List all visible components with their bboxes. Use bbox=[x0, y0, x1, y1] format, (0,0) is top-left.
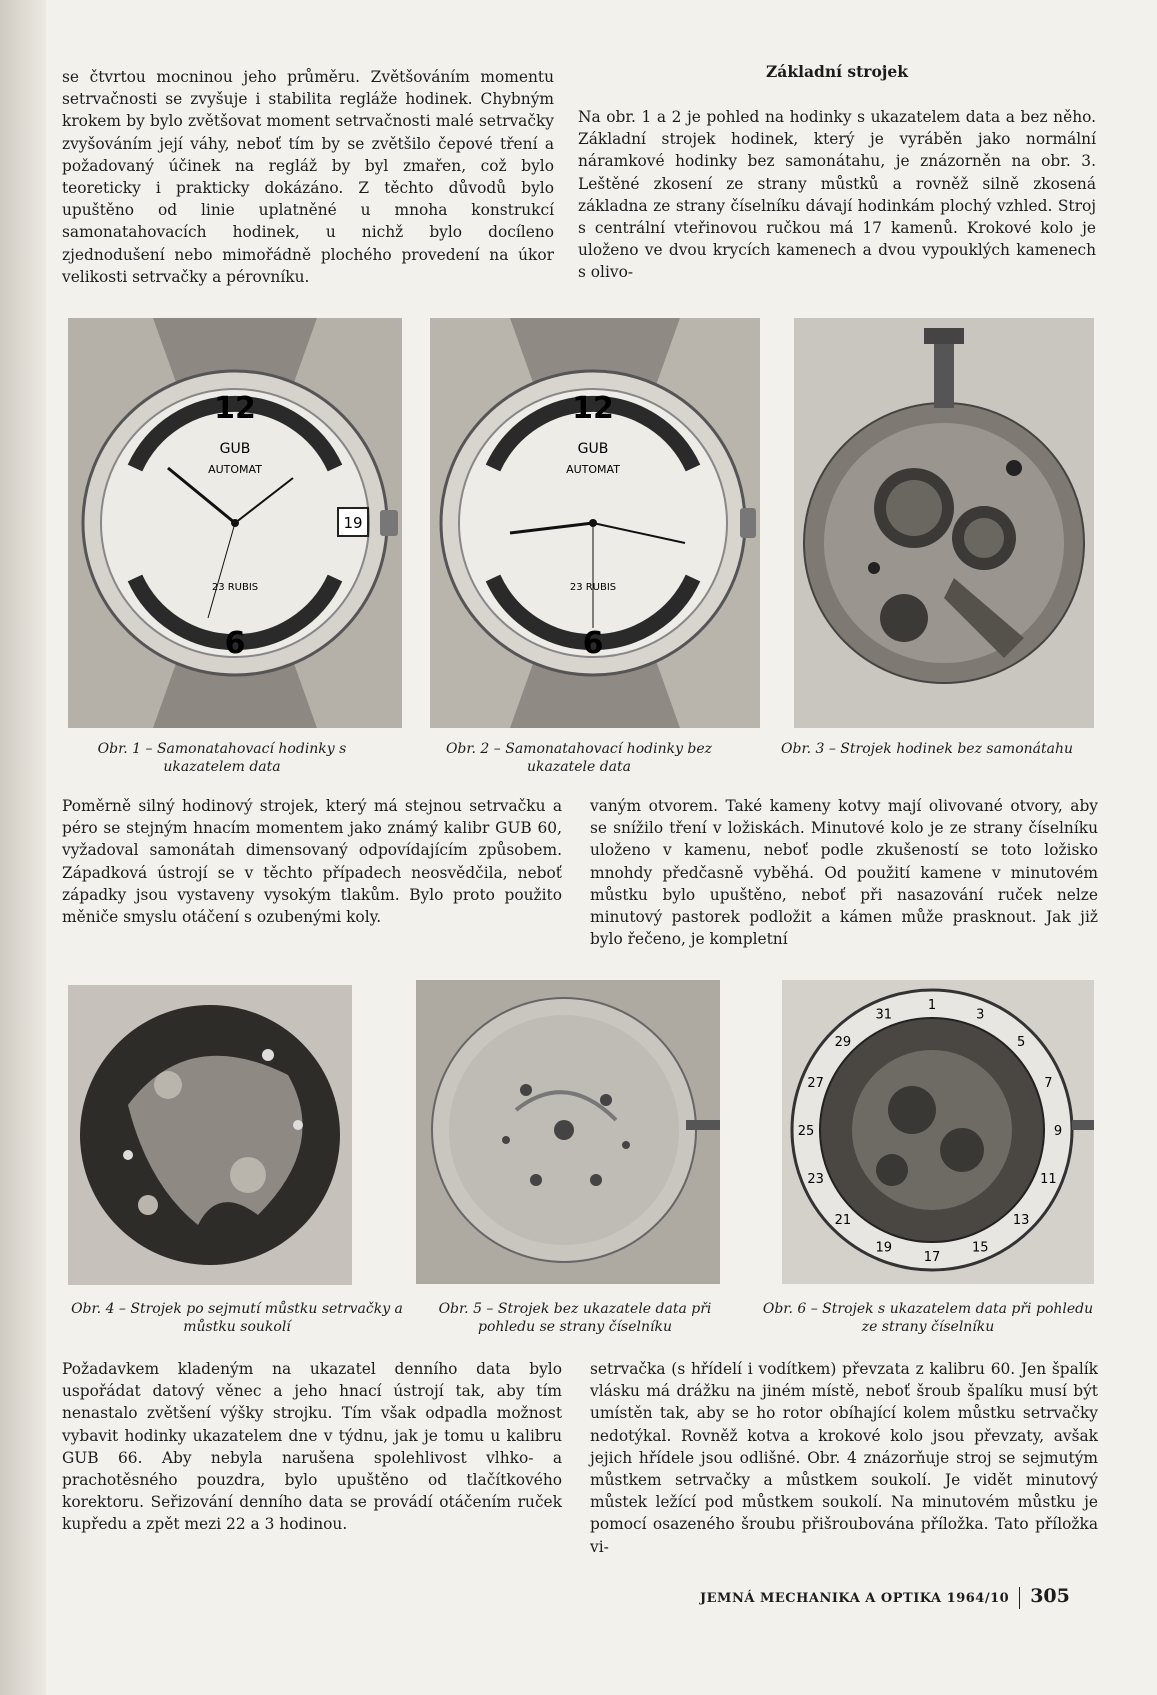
date-ring-numeral: 3 bbox=[976, 1007, 985, 1023]
date-ring-numeral: 31 bbox=[875, 1007, 893, 1023]
bottom-right-paragraph: setrvačka (s hřídelí i vodítkem) převzata z kalibru 60. Jen špalík vlásku má drážku na jiném místě, neboť šroub špalíku musí být umístěn tak, aby se ho rotor obíhající kolem můstku setrvačky nedotýkal. Rovněž kotva a krokové kolo jsou převzaty, avšak jejich hřídele jsou odlišné. Obr. 4 znázorňuje stroj se sejmutým můstkem setrvačky a můstkem soukolí. Je vidět minutový můstek ležící pod můstkem soukolí. Na minutovém můstku je pomocí osazeného šroubu přišroubována příložka. Tato příložka vi- bbox=[590, 1360, 1098, 1556]
top-left-paragraph: se čtvrtou mocninou jeho průměru. Zvětšováním momentu setrvačnosti se zvyšuje i stabilita regláže hodinek. Chybným krokem by bylo zvětšovat moment setrvačnosti malé setrvačky zvyšováním její váhy, neboť tím by se zvětšilo čepové tření a požadovaný účinek na regláž by byl zmařen, což bylo teoreticky i prakticky dokázáno. Z těchto důvodů bylo upuštěno od linie uplatněné u mnoha konstrukcí samonatahovacích hodinek, u nichž bylo docíleno zjednodušení nebo mimořádně plochého provedení na úkor velikosti setrvačky a pérovníku. bbox=[62, 68, 554, 286]
figure-5-caption: Obr. 5 – Strojek bez ukazatele data při pohledu se strany číselníku bbox=[438, 1301, 712, 1335]
figure-4-caption: Obr. 4 – Strojek po sejmutí můstku setrvačky a můstku soukolí bbox=[71, 1301, 403, 1335]
figure-1-jewels: 23 RUBIS bbox=[211, 582, 259, 593]
figure-1-numeral-12: 12 bbox=[214, 391, 256, 426]
figure-2-photo bbox=[430, 318, 760, 728]
date-ring-numeral: 7 bbox=[1044, 1075, 1053, 1091]
figure-5-movement bbox=[416, 980, 720, 1284]
figure-4-movement bbox=[68, 985, 352, 1285]
section-heading: Základní strojek bbox=[765, 62, 909, 81]
figure-2-watch bbox=[430, 318, 760, 728]
figure-6-movement bbox=[782, 980, 1094, 1284]
figure-1-caption: Obr. 1 – Samonatahovací hodinky s ukazatelem data bbox=[97, 741, 347, 775]
date-ring-numeral: 29 bbox=[834, 1034, 852, 1050]
figure-3-movement bbox=[794, 318, 1094, 728]
figure-1-date-window: 19 bbox=[343, 514, 363, 532]
figure-6-caption: Obr. 6 – Strojek s ukazatelem data při pohledu ze strany číselníku bbox=[762, 1301, 1094, 1335]
date-ring-numeral: 17 bbox=[923, 1250, 941, 1265]
middle-left-paragraph: Poměrně silný hodinový strojek, který má stejnou setrvačku a péro se stejným hnacím momentem jako známý kalibr GUB 60, vyžadoval samonátah dimensovaný odpovídajícím způsobem. Západková ústrojí se v těchto případech neosvědčila, neboť západky jsou vystaveny vysokým tlakům. Bylo proto použito měniče smyslu otáčení s ozubenými koly. bbox=[62, 797, 562, 927]
page-gutter-shadow bbox=[0, 0, 46, 1695]
figure-1-automat: AUTOMAT bbox=[208, 463, 262, 476]
figure-2-brand: GUB bbox=[577, 441, 609, 457]
figure-2-jewels: 23 RUBIS bbox=[569, 582, 617, 593]
date-ring-numeral: 15 bbox=[971, 1240, 989, 1256]
figure-1-photo bbox=[68, 318, 402, 728]
figure-1-numeral-6: 6 bbox=[224, 626, 246, 661]
bottom-left-paragraph: Požadavkem kladeným na ukazatel denního data bylo uspořádat datový věnec a jeho hnací ústrojí tak, aby tím nenastalo zvětšení výšky strojku. Tím však odpadla možnost vybavit hodinky ukazatelem dne v týdnu, jak je tomu u kalibru GUB 66. Aby nebyla narušena spolehlivost vlhko- a prachotěsného pouzdra, bylo upuštěno od tlačítkového korektoru. Seřizování denního data se provádí otáčením ruček kupředu a zpět mezi 22 a 3 hodinou. bbox=[62, 1360, 562, 1534]
date-ring-numeral: 11 bbox=[1040, 1172, 1057, 1188]
page-footer bbox=[700, 1585, 1120, 1609]
figure-3-photo bbox=[794, 318, 1094, 728]
figure-2-automat: AUTOMAT bbox=[566, 463, 620, 476]
date-ring-numeral: 19 bbox=[875, 1240, 893, 1256]
middle-right-paragraph: vaným otvorem. Také kameny kotvy mají olivované otvory, aby se snížilo tření v ložiskách. Minutové kolo je ze strany číselníku uloženo v kamenu, neboť podle zkušeností se toto ložisko mnohdy předčasně vyběhá. Od použití kamene v minutovém můstku bylo upuštěno, neboť při nasazování ruček nelze minutový pastorek podložit a kámen může prasknout. Jak již bylo řečeno, je kompletní bbox=[590, 797, 1098, 949]
figure-2-caption: Obr. 2 – Samonatahovací hodinky bez ukazatele data bbox=[445, 741, 713, 775]
figure-2-numeral-12: 12 bbox=[572, 391, 614, 426]
date-ring-numeral: 9 bbox=[1053, 1124, 1063, 1139]
figure-5-photo bbox=[416, 980, 720, 1284]
figure-1-brand: GUB bbox=[219, 441, 251, 457]
date-ring-numeral: 27 bbox=[807, 1075, 824, 1091]
date-ring-numeral: 23 bbox=[807, 1172, 824, 1188]
figure-2-numeral-6: 6 bbox=[582, 626, 604, 661]
figure-1-watch bbox=[68, 318, 402, 728]
figure-4-photo bbox=[68, 985, 352, 1285]
footer-page-number: 305 bbox=[1030, 1585, 1070, 1607]
date-ring-numeral: 25 bbox=[797, 1124, 815, 1139]
date-ring-numeral: 21 bbox=[834, 1213, 852, 1229]
date-ring-numeral: 1 bbox=[927, 998, 937, 1013]
figure-6-photo bbox=[782, 980, 1094, 1284]
top-right-paragraph: Na obr. 1 a 2 je pohled na hodinky s ukazatelem data a bez něho. Základní strojek hodinek, který je vyráběn jako normální náramkové hodinky bez samonátahu, je znázorněn na obr. 3. Leštěné zkosení ze strany můstků a rovněž silně zkosená základna ze strany číselníku dávají hodinkám plochý vzhled. Stroj s centrální vteřinovou ručkou má 17 kamenů. Krokové kolo je uloženo ve dvou krycích kamenech a dvou vypouklých kamenech s olivo- bbox=[578, 108, 1096, 282]
footer-journal: JEMNÁ MECHANIKA A OPTIKA 1964/10 bbox=[700, 1591, 1010, 1606]
date-ring-numeral: 5 bbox=[1016, 1034, 1026, 1050]
figure-3-caption: Obr. 3 – Strojek hodinek bez samonátahu bbox=[781, 741, 1073, 757]
date-ring-numeral: 13 bbox=[1012, 1213, 1030, 1229]
